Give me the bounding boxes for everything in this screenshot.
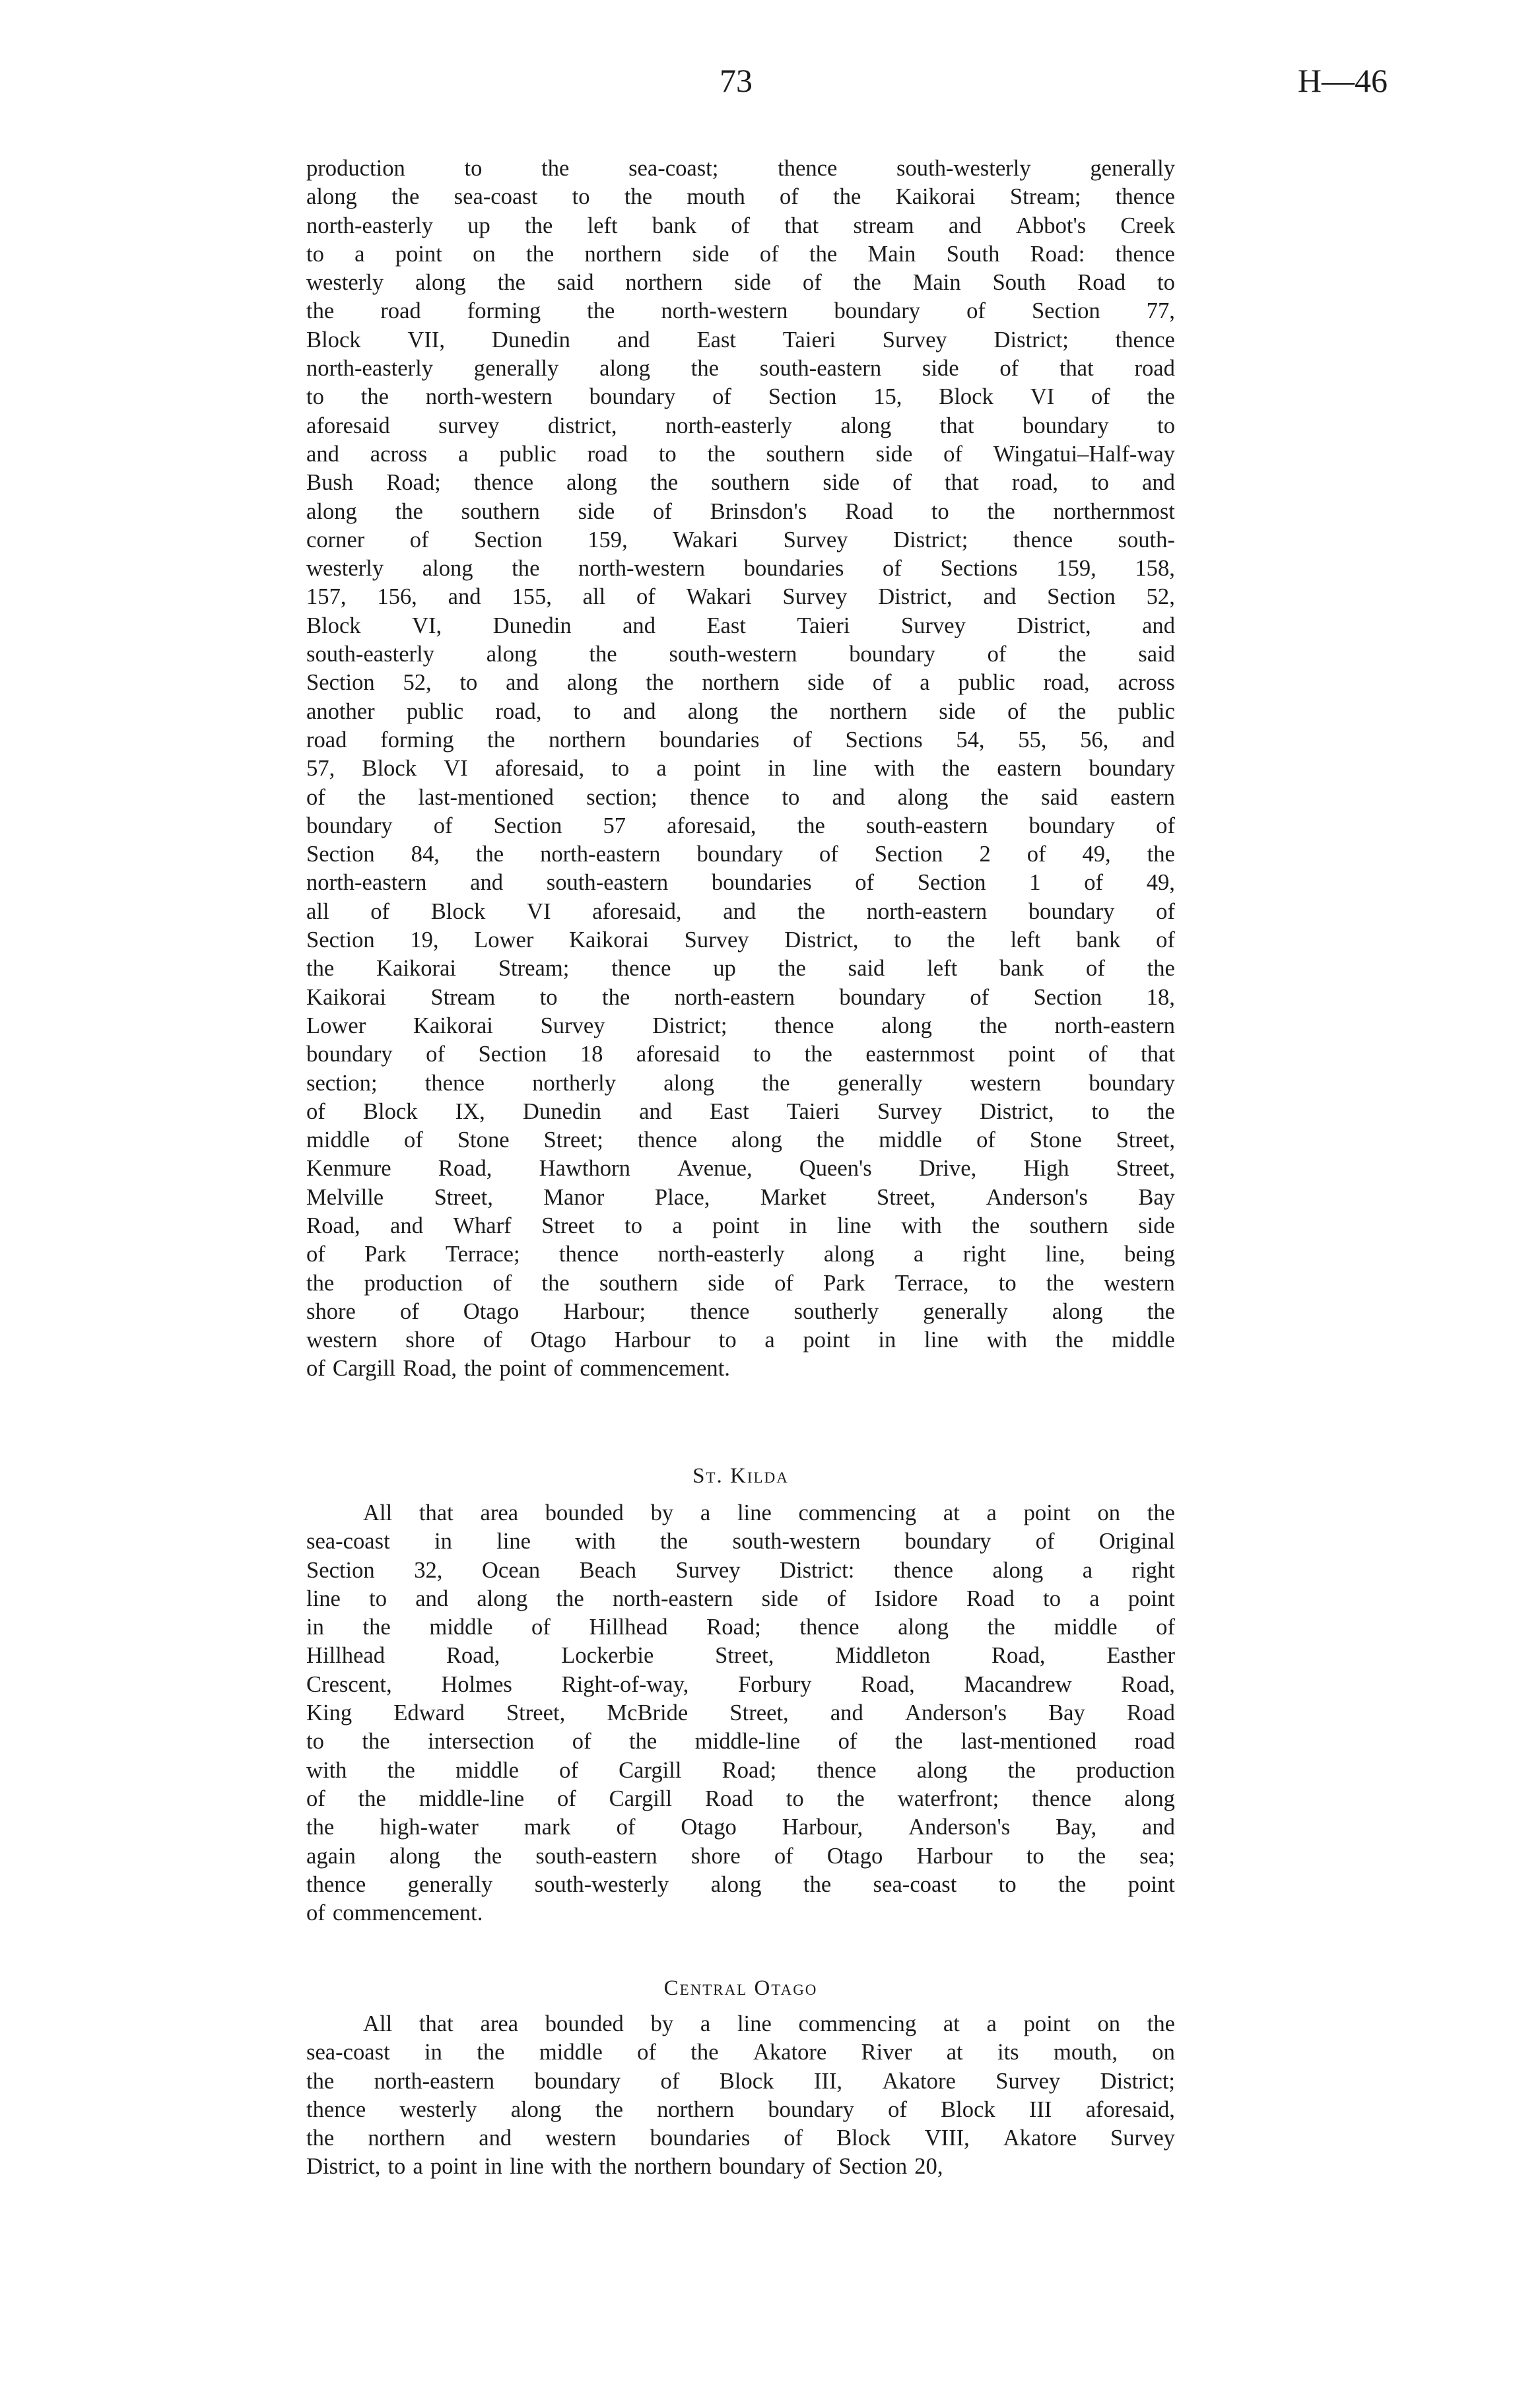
text-line: Section 19, Lower Kaikorai Survey District, to the left bank of bbox=[306, 927, 1175, 953]
text-line: north-easterly up the left bank of that stream and Abbot's Creek bbox=[306, 213, 1175, 238]
text-line: along the southern side of Brinsdon's Road to the northernmost bbox=[306, 498, 1175, 524]
text-line: to the intersection of the middle-line of the last-mentioned road bbox=[306, 1729, 1175, 1755]
text-line: of Block IX, Dunedin and East Taieri Survey District, to the bbox=[306, 1098, 1175, 1124]
text-line: in the middle of Hillhead Road; thence along the middle of bbox=[306, 1615, 1175, 1640]
text-line: Section 52, to and along the northern side of a public road, across bbox=[306, 670, 1175, 696]
text-line: and across a public road to the southern side of Wingatui–Half-way bbox=[306, 441, 1175, 467]
text-line: the production of the southern side of Park Terrace, to the western bbox=[306, 1270, 1175, 1296]
text-line: of the middle-line of Cargill Road to the waterfront; thence along bbox=[306, 1786, 1175, 1811]
text-line: Melville Street, Manor Place, Market Street, Anderson's Bay bbox=[306, 1184, 1175, 1210]
text-line: of Park Terrace; thence north-easterly along a right line, being bbox=[306, 1242, 1175, 1267]
text-line: the north-eastern boundary of Block III, Akatore Survey District; bbox=[306, 2068, 1175, 2094]
text-line: another public road, to and along the northern side of the public bbox=[306, 698, 1175, 724]
text-line: the high-water mark of Otago Harbour, Anderson's Bay, and bbox=[306, 1815, 1175, 1840]
heading-st-kilda: St. Kilda bbox=[692, 1464, 789, 1488]
heading-central-otago: Central Otago bbox=[663, 1976, 818, 2000]
text-line: westerly along the said northern side of the Main South Road to bbox=[306, 270, 1175, 296]
text-line: 57, Block VI aforesaid, to a point in line with the eastern boundary bbox=[306, 756, 1175, 782]
text-line: south-easterly along the south-western boundary of the said bbox=[306, 642, 1175, 667]
text-line: 157, 156, and 155, all of Wakari Survey District, and Section 52, bbox=[306, 584, 1175, 610]
text-line: sea-coast in the middle of the Akatore River at its mouth, on bbox=[306, 2040, 1175, 2065]
series-code: H—46 bbox=[1297, 62, 1388, 99]
paragraph-st-kilda bbox=[306, 1499, 1175, 1927]
paragraph-continued bbox=[306, 154, 1175, 1384]
text-line: boundary of Section 57 aforesaid, the south-eastern boundary of bbox=[306, 813, 1175, 838]
text-line: along the sea-coast to the mouth of the Kaikorai Stream; thence bbox=[306, 184, 1175, 210]
text-line: westerly along the north-western boundaries of Sections 159, 158, bbox=[306, 556, 1175, 582]
text-line: boundary of Section 18 aforesaid to the easternmost point of that bbox=[306, 1042, 1175, 1067]
text-line: Block VI, Dunedin and East Taieri Survey District, and bbox=[306, 613, 1175, 638]
paragraph-central-otago bbox=[306, 2010, 1175, 2182]
page-number: 73 bbox=[720, 62, 753, 99]
text-line: Section 84, the north-eastern boundary of Section 2 of 49, the bbox=[306, 842, 1175, 867]
text-line: thence generally south-westerly along the sea-coast to the point bbox=[306, 1871, 1175, 1897]
text-line: all of Block VI aforesaid, and the north-eastern boundary of bbox=[306, 898, 1175, 924]
text-line: aforesaid survey district, north-easterly along that boundary to bbox=[306, 413, 1175, 438]
text-line: middle of Stone Street; thence along the middle of Stone Street, bbox=[306, 1127, 1175, 1153]
text-line: line to and along the north-eastern side of Isidore Road to a point bbox=[306, 1586, 1175, 1611]
text-line: corner of Section 159, Wakari Survey District; thence south- bbox=[306, 527, 1175, 552]
text-line: King Edward Street, McBride Street, and Anderson's Bay Road bbox=[306, 1700, 1175, 1726]
text-line: Bush Road; thence along the southern side of that road, to and bbox=[306, 470, 1175, 496]
text-line: road forming the northern boundaries of Sections 54, 55, 56, and bbox=[306, 727, 1175, 752]
text-line: shore of Otago Harbour; thence southerly generally along the bbox=[306, 1298, 1175, 1324]
text-line: Road, and Wharf Street to a point in line with the southern side bbox=[306, 1213, 1175, 1238]
text-line: the road forming the north-western boundary of Section 77, bbox=[306, 298, 1175, 324]
text-line: the northern and western boundaries of Block VIII, Akatore Survey bbox=[306, 2125, 1175, 2151]
text-line: section; thence northerly along the generally western boundary bbox=[306, 1070, 1175, 1096]
text-line: All that area bounded by a line commencing at a point on the bbox=[363, 2011, 1175, 2036]
text-line: Kenmure Road, Hawthorn Avenue, Queen's Drive, High Street, bbox=[306, 1156, 1175, 1182]
text-line: Block VII, Dunedin and East Taieri Survey District; thence bbox=[306, 327, 1175, 352]
text-line: District, to a point in line with the northern boundary of Section 20, bbox=[306, 2154, 943, 2180]
text-line: north-easterly generally along the south-eastern side of that road bbox=[306, 356, 1175, 382]
text-line: the Kaikorai Stream; thence up the said left bank of the bbox=[306, 956, 1175, 982]
text-line: north-eastern and south-eastern boundaries of Section 1 of 49, bbox=[306, 870, 1175, 896]
text-line: with the middle of Cargill Road; thence along the production bbox=[306, 1757, 1175, 1783]
text-line: to a point on the northern side of the Main South Road: thence bbox=[306, 241, 1175, 267]
text-line: again along the south-eastern shore of Otago Harbour to the sea; bbox=[306, 1843, 1175, 1869]
text-line: Lower Kaikorai Survey District; thence along the north-eastern bbox=[306, 1013, 1175, 1038]
text-line: of the last-mentioned section; thence to and along the said eastern bbox=[306, 784, 1175, 810]
text-line: production to the sea-coast; thence south-westerly generally bbox=[306, 156, 1175, 181]
text-line: Hillhead Road, Lockerbie Street, Middleton Road, Easther bbox=[306, 1643, 1175, 1669]
text-line: Kaikorai Stream to the north-eastern boundary of Section 18, bbox=[306, 984, 1175, 1010]
text-line: to the north-western boundary of Section 15, Block VI of the bbox=[306, 384, 1175, 410]
text-line: All that area bounded by a line commencing at a point on the bbox=[363, 1500, 1175, 1525]
text-line: thence westerly along the northern boundary of Block III aforesaid, bbox=[306, 2096, 1175, 2122]
text-line: Section 32, Ocean Beach Survey District: thence along a right bbox=[306, 1557, 1175, 1583]
text-line: of Cargill Road, the point of commencement. bbox=[306, 1356, 730, 1382]
text-line: Crescent, Holmes Right-of-way, Forbury Road, Macandrew Road, bbox=[306, 1671, 1175, 1697]
text-line: western shore of Otago Harbour to a point in line with the middle bbox=[306, 1327, 1175, 1353]
text-line: of commencement. bbox=[306, 1900, 483, 1926]
text-line: sea-coast in line with the south-western boundary of Original bbox=[306, 1529, 1175, 1555]
